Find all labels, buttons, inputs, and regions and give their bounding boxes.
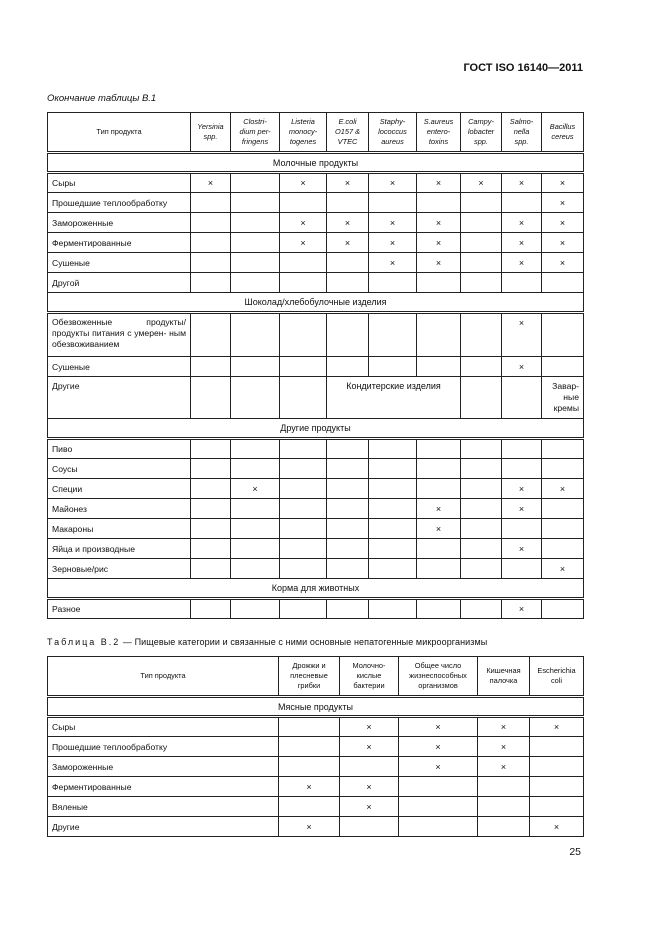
mark-cell: × [502, 357, 542, 377]
mark-cell [461, 253, 502, 273]
table-row [48, 599, 584, 619]
mark-cell: × [502, 233, 542, 253]
mark-cell: × [369, 213, 417, 233]
mark-cell: × [279, 817, 340, 837]
table2-caption-prefix: Таблица В.2 [47, 637, 121, 647]
mark-cell: × [417, 519, 461, 539]
mark-cell [191, 193, 231, 213]
mark-cell [191, 459, 231, 479]
mark-cell: × [542, 213, 584, 233]
mark-cell [231, 439, 280, 459]
mark-cell [530, 737, 584, 757]
mark-cell [191, 213, 231, 233]
row-name: Прошедшие теплообработку [48, 737, 279, 757]
table-row [48, 173, 584, 193]
mark-cell [542, 313, 584, 357]
mark-cell [417, 273, 461, 293]
mark-cell [461, 439, 502, 459]
table-row-others [48, 377, 584, 419]
mark-cell: × [461, 173, 502, 193]
mark-cell [280, 193, 327, 213]
mark-cell [461, 599, 502, 619]
row-name: Вяленые [48, 797, 279, 817]
mark-cell [530, 777, 584, 797]
mark-cell [417, 313, 461, 357]
row-name: Замороженные [48, 213, 191, 233]
mark-cell [369, 599, 417, 619]
mark-cell: × [478, 737, 530, 757]
mark-cell [280, 357, 327, 377]
table-row [48, 253, 584, 273]
col-header-salmonella: Salmo- nella spp. [502, 113, 542, 153]
row-name: Ферментированные [48, 777, 279, 797]
mark-cell [191, 313, 231, 357]
mark-cell [280, 479, 327, 499]
standard-number: ГОСТ ISO 16140—2011 [463, 62, 583, 74]
table1-caption: Окончание таблицы В.1 [47, 93, 157, 104]
section-chocolate-bakery: Шоколад/хлебобулочные изделия [48, 293, 584, 313]
mark-cell [280, 599, 327, 619]
row-name: Другой [48, 273, 191, 293]
row-name: Другие [48, 817, 279, 837]
mark-cell: × [369, 173, 417, 193]
row-name: Макароны [48, 519, 191, 539]
mark-cell: × [191, 173, 231, 193]
row-name: Обезвоженные продукты/ продукты питания с умерен- ным обезвоживанием [48, 313, 191, 357]
page-number: 25 [569, 846, 581, 858]
row-name: Ферментированные [48, 233, 191, 253]
table2-header-row [48, 657, 584, 697]
mark-cell [478, 777, 530, 797]
mark-cell [478, 817, 530, 837]
mark-cell [542, 539, 584, 559]
col-header-campylobacter: Campy- lobacter spp. [461, 113, 502, 153]
mark-cell [231, 519, 280, 539]
mark-cell: × [279, 777, 340, 797]
mark-cell [327, 499, 369, 519]
mark-cell [369, 193, 417, 213]
col-header-product-type: Тип продукта [48, 657, 279, 697]
mark-cell: × [417, 173, 461, 193]
mark-cell: × [502, 499, 542, 519]
table-row [48, 777, 584, 797]
mark-cell: × [502, 213, 542, 233]
table-row [48, 273, 584, 293]
mark-cell: × [369, 233, 417, 253]
mark-cell [461, 213, 502, 233]
col-header-bacillus: Bacillus cereus [542, 113, 584, 153]
mark-cell [231, 459, 280, 479]
table-row [48, 233, 584, 253]
mark-cell [280, 253, 327, 273]
col-header-staphylococcus: Staphy- lococcus aureus [369, 113, 417, 153]
mark-cell [279, 737, 340, 757]
mark-cell [369, 357, 417, 377]
mark-cell: × [280, 173, 327, 193]
table-row [48, 817, 584, 837]
mark-cell [369, 479, 417, 499]
row-name: Сыры [48, 717, 279, 737]
row-name: Майонез [48, 499, 191, 519]
mark-cell [461, 499, 502, 519]
table2-caption [47, 637, 487, 647]
mark-cell: × [530, 717, 584, 737]
col-header-listeria: Listeria monocy- togenes [280, 113, 327, 153]
row-name: Разное [48, 599, 191, 619]
table-row [48, 737, 584, 757]
mark-cell [231, 273, 280, 293]
mark-cell [417, 193, 461, 213]
mark-cell [280, 519, 327, 539]
mark-cell: × [542, 193, 584, 213]
table-row [48, 357, 584, 377]
mark-cell [542, 499, 584, 519]
mark-cell: × [369, 253, 417, 273]
mark-cell [417, 479, 461, 499]
mark-cell [280, 313, 327, 357]
table-row [48, 757, 584, 777]
mark-cell: × [340, 797, 399, 817]
mark-cell: × [417, 253, 461, 273]
row-name: Пиво [48, 439, 191, 459]
mark-cell [542, 459, 584, 479]
mark-cell [231, 193, 280, 213]
mark-cell: × [327, 213, 369, 233]
mark-cell [231, 499, 280, 519]
mark-cell [369, 459, 417, 479]
mark-cell [369, 273, 417, 293]
mark-cell [191, 439, 231, 459]
mark-cell [327, 193, 369, 213]
col-header-saureus-toxins: S.aureus entero- toxins [417, 113, 461, 153]
table-row [48, 479, 584, 499]
mark-cell: × [502, 599, 542, 619]
mark-cell: × [417, 213, 461, 233]
mark-cell [461, 233, 502, 253]
mark-cell [231, 559, 280, 579]
mark-cell [369, 519, 417, 539]
mark-cell: × [280, 213, 327, 233]
section-dairy: Молочные продукты [48, 153, 584, 173]
mark-cell [502, 519, 542, 539]
mark-cell [327, 357, 369, 377]
mark-cell: × [417, 233, 461, 253]
mark-cell [530, 797, 584, 817]
confectionery-label: Кондитерские изделия [327, 377, 461, 419]
mark-cell: × [542, 253, 584, 273]
col-header-yeasts-molds: Дрожжи и плесневые грибки [279, 657, 340, 697]
col-header-product-type: Тип продукта [48, 113, 191, 153]
mark-cell [417, 357, 461, 377]
mark-cell [280, 499, 327, 519]
table2-caption-text: — Пищевые категории и связанные с ними основные непатогенные микроорганизмы [120, 637, 488, 647]
mark-cell: × [502, 173, 542, 193]
mark-cell [417, 599, 461, 619]
col-header-ecoli: Escherichia coli [530, 657, 584, 697]
mark-cell: × [399, 717, 478, 737]
table-row [48, 313, 584, 357]
table-row [48, 559, 584, 579]
mark-cell [191, 479, 231, 499]
mark-cell [279, 797, 340, 817]
row-name: Сушеные [48, 253, 191, 273]
mark-cell [417, 439, 461, 459]
mark-cell: × [542, 559, 584, 579]
row-name: Другие [48, 377, 191, 419]
table-row [48, 213, 584, 233]
col-header-clostridium: Clostri- dium per- fringens [231, 113, 280, 153]
mark-cell [461, 193, 502, 213]
mark-cell: × [399, 757, 478, 777]
mark-cell [502, 439, 542, 459]
mark-cell [461, 313, 502, 357]
mark-cell [461, 539, 502, 559]
mark-cell: × [399, 737, 478, 757]
row-name: Зерновые/рис [48, 559, 191, 579]
mark-cell [461, 519, 502, 539]
mark-cell: × [478, 717, 530, 737]
col-header-lactic-bacteria: Молочно- кислые бактерии [340, 657, 399, 697]
col-header-coliform: Кишечная палочка [478, 657, 530, 697]
row-name: Соусы [48, 459, 191, 479]
mark-cell [502, 559, 542, 579]
section-animal-feed: Корма для животных [48, 579, 584, 599]
mark-cell [327, 479, 369, 499]
mark-cell [191, 499, 231, 519]
col-header-total-viable: Общее число жизнеспособных организмов [399, 657, 478, 697]
mark-cell [231, 233, 280, 253]
mark-cell [417, 459, 461, 479]
mark-cell [542, 439, 584, 459]
mark-cell [191, 539, 231, 559]
mark-cell: × [231, 479, 280, 499]
table-b2 [47, 656, 584, 837]
mark-cell [327, 273, 369, 293]
mark-cell: × [542, 479, 584, 499]
custard-creams-label: Завар- ные кремы [542, 377, 584, 419]
mark-cell [478, 797, 530, 817]
mark-cell [369, 539, 417, 559]
mark-cell [191, 519, 231, 539]
mark-cell: × [502, 479, 542, 499]
table-row [48, 797, 584, 817]
mark-cell: × [542, 233, 584, 253]
mark-cell [542, 519, 584, 539]
mark-cell [327, 599, 369, 619]
mark-cell [417, 559, 461, 579]
mark-cell [369, 313, 417, 357]
table-row [48, 499, 584, 519]
mark-cell [280, 539, 327, 559]
mark-cell [279, 717, 340, 737]
table1-header-row [48, 113, 584, 153]
mark-cell [542, 357, 584, 377]
table-row [48, 193, 584, 213]
section-other-products: Другие продукты [48, 419, 584, 439]
mark-cell [231, 173, 280, 193]
mark-cell [191, 233, 231, 253]
mark-cell [231, 253, 280, 273]
mark-cell [280, 439, 327, 459]
mark-cell [280, 559, 327, 579]
mark-cell [327, 313, 369, 357]
mark-cell [502, 459, 542, 479]
mark-cell [399, 797, 478, 817]
mark-cell [191, 559, 231, 579]
mark-cell [231, 213, 280, 233]
mark-cell: × [327, 173, 369, 193]
mark-cell [280, 273, 327, 293]
col-header-ecoli: E.coli O157 & VTEC [327, 113, 369, 153]
mark-cell [461, 459, 502, 479]
table-row [48, 539, 584, 559]
mark-cell [502, 273, 542, 293]
mark-cell [399, 777, 478, 797]
mark-cell [399, 817, 478, 837]
mark-cell: × [502, 313, 542, 357]
mark-cell [369, 439, 417, 459]
mark-cell [191, 273, 231, 293]
mark-cell [231, 357, 280, 377]
mark-cell [191, 357, 231, 377]
row-name: Сыры [48, 173, 191, 193]
mark-cell: × [340, 717, 399, 737]
mark-cell: × [417, 499, 461, 519]
mark-cell: × [542, 173, 584, 193]
mark-cell [280, 459, 327, 479]
mark-cell [530, 757, 584, 777]
mark-cell [369, 559, 417, 579]
mark-cell [542, 599, 584, 619]
mark-cell: × [502, 539, 542, 559]
row-name: Прошедшие теплообработку [48, 193, 191, 213]
mark-cell: × [478, 757, 530, 777]
mark-cell: × [327, 233, 369, 253]
mark-cell [461, 273, 502, 293]
col-header-yersinia: Yersinia spp. [191, 113, 231, 153]
mark-cell [231, 599, 280, 619]
section-meat: Мясные продукты [48, 697, 584, 717]
table-row [48, 717, 584, 737]
table-b1 [47, 112, 584, 619]
mark-cell [417, 539, 461, 559]
mark-cell: × [340, 777, 399, 797]
mark-cell [279, 757, 340, 777]
mark-cell [461, 479, 502, 499]
mark-cell [461, 559, 502, 579]
mark-cell [502, 193, 542, 213]
mark-cell [191, 599, 231, 619]
mark-cell [340, 817, 399, 837]
mark-cell [327, 539, 369, 559]
table-row [48, 519, 584, 539]
row-name: Яйца и производные [48, 539, 191, 559]
mark-cell [340, 757, 399, 777]
mark-cell: × [280, 233, 327, 253]
row-name: Специи [48, 479, 191, 499]
mark-cell [327, 459, 369, 479]
row-name: Сушеные [48, 357, 191, 377]
mark-cell [327, 559, 369, 579]
mark-cell: × [502, 253, 542, 273]
mark-cell [231, 539, 280, 559]
mark-cell [327, 253, 369, 273]
mark-cell: × [530, 817, 584, 837]
mark-cell [327, 439, 369, 459]
mark-cell: × [340, 737, 399, 757]
mark-cell [231, 313, 280, 357]
mark-cell [191, 253, 231, 273]
table-row [48, 459, 584, 479]
table-row [48, 439, 584, 459]
mark-cell [327, 519, 369, 539]
row-name: Замороженные [48, 757, 279, 777]
mark-cell [461, 357, 502, 377]
mark-cell [369, 499, 417, 519]
mark-cell [542, 273, 584, 293]
